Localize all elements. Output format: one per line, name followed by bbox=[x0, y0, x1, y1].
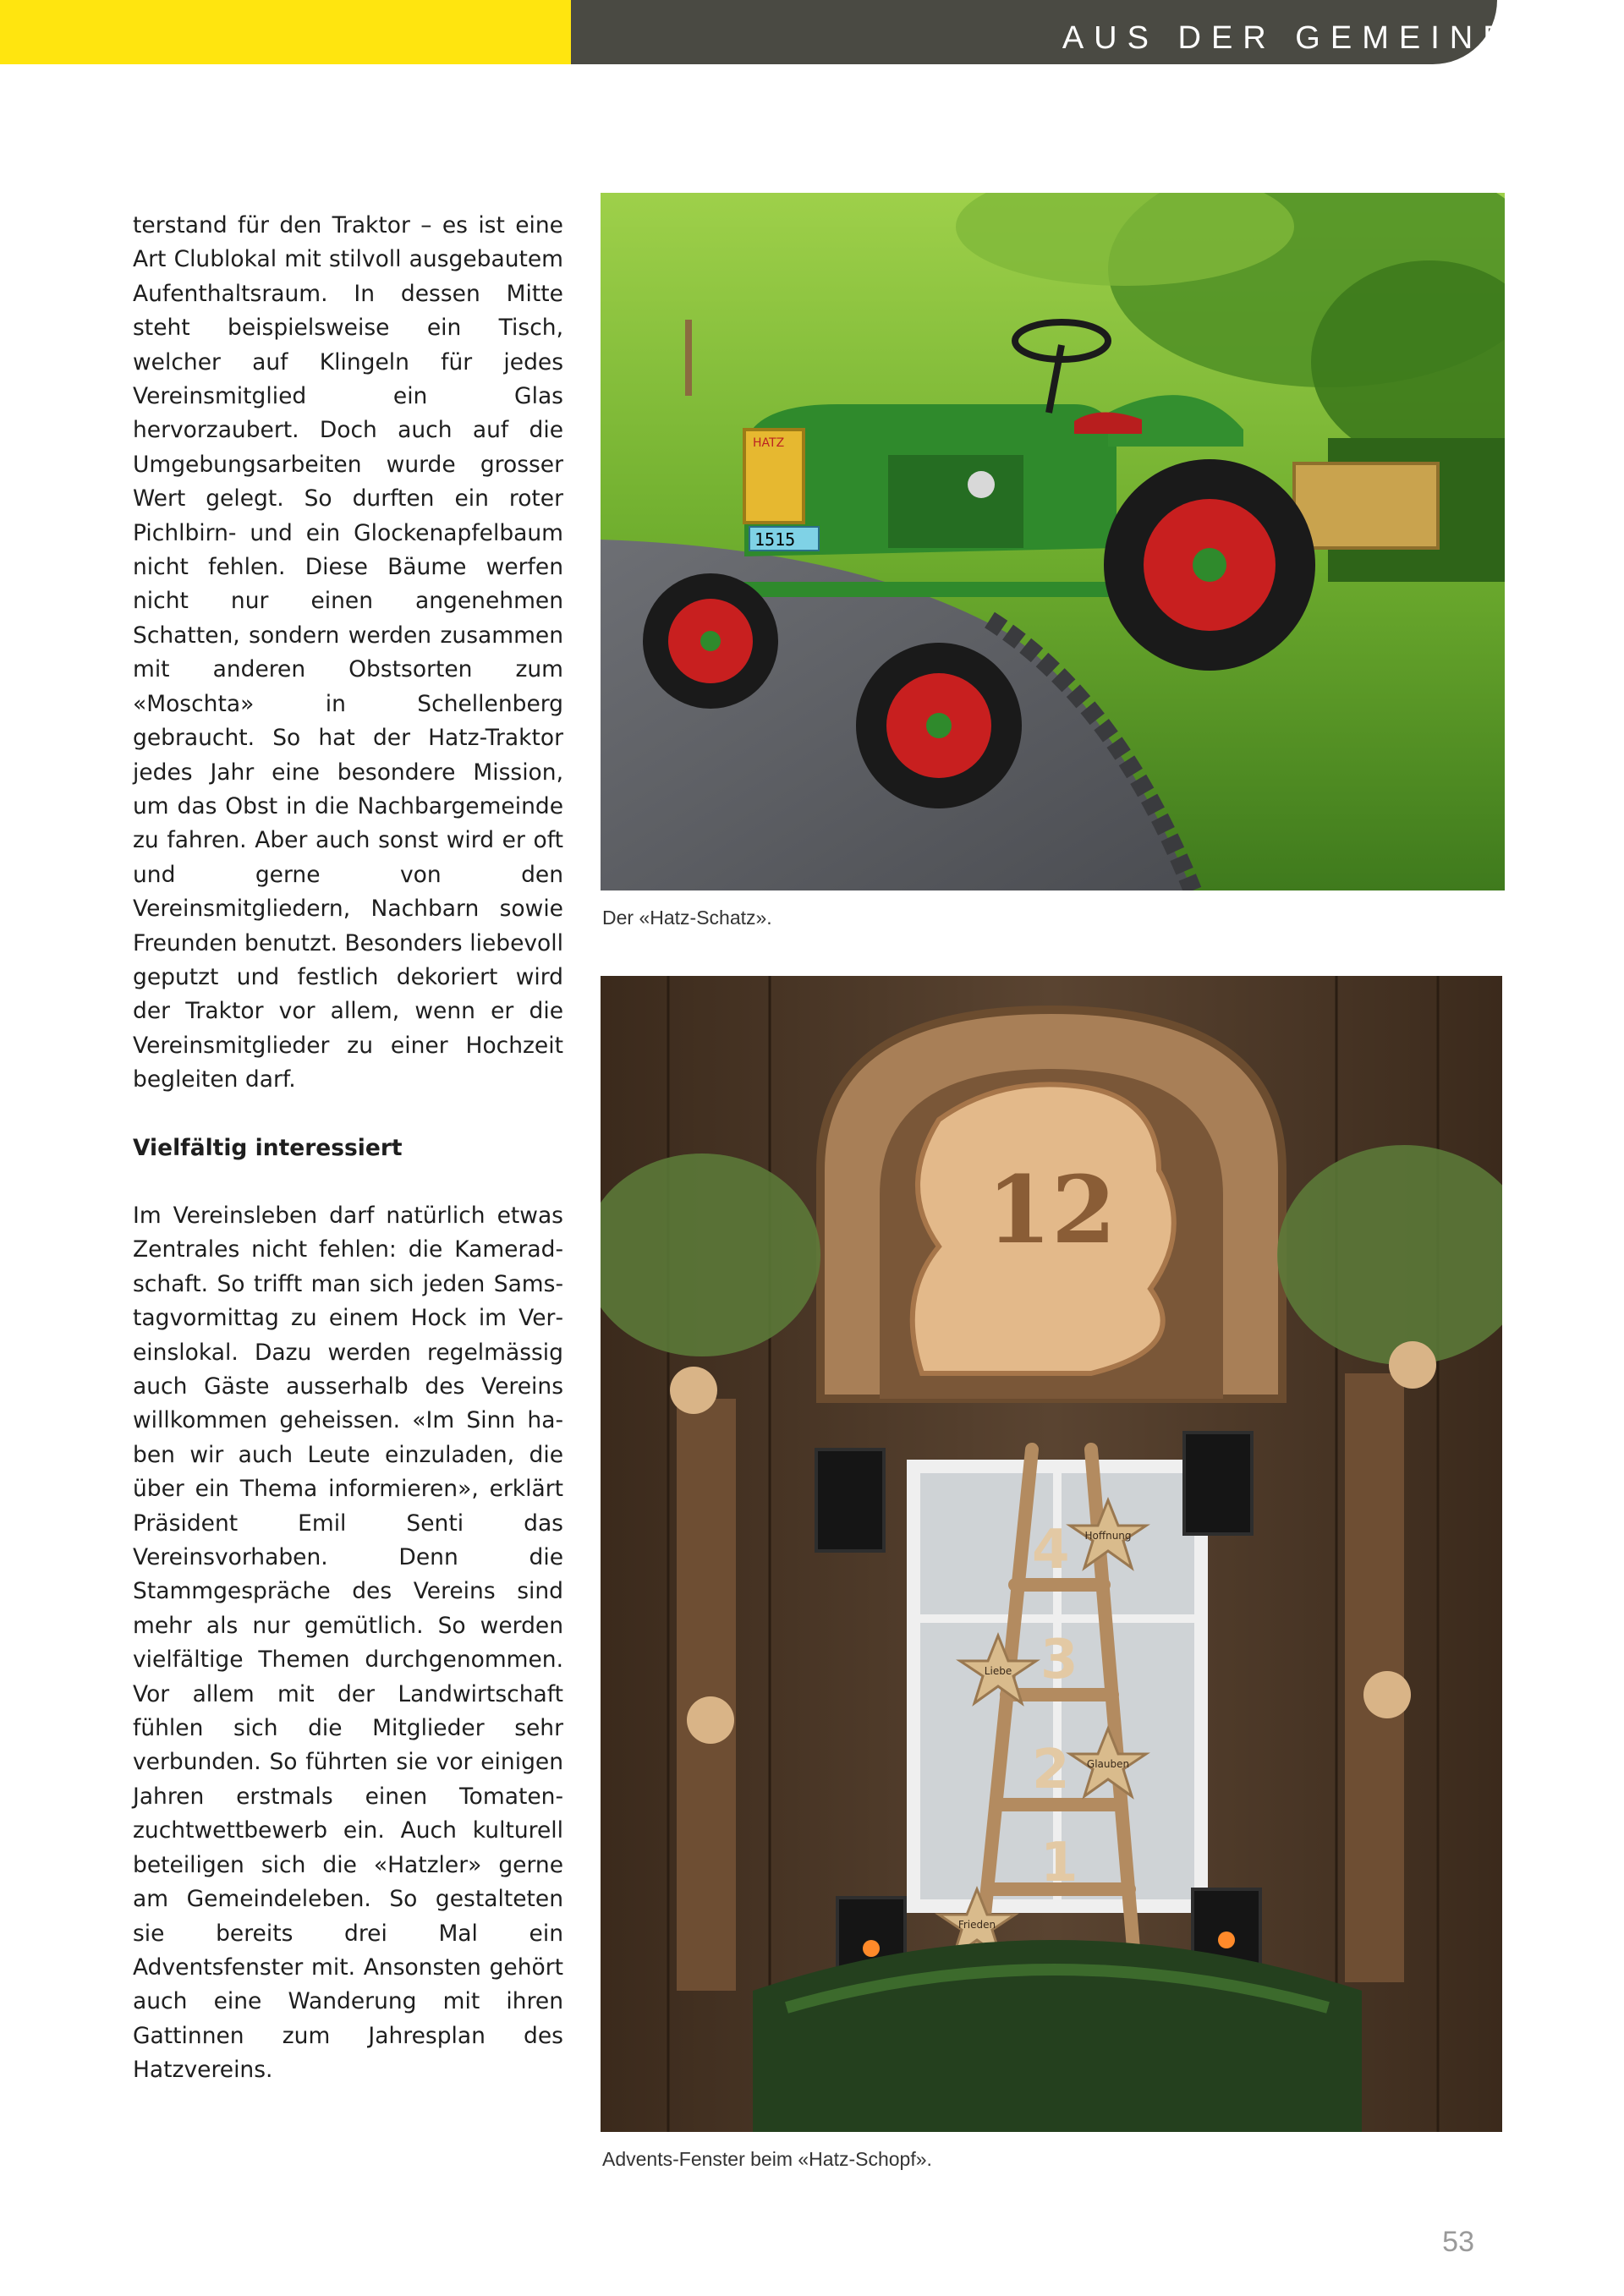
license-plate: 1515 bbox=[754, 529, 796, 550]
advent-photo-caption: Advents-Fenster beim «Hatz-Schopf». bbox=[602, 2148, 932, 2170]
advent-window-photo bbox=[601, 976, 1502, 2132]
lantern-icon bbox=[816, 1449, 884, 1551]
article-subheading: Vielfältig interessiert bbox=[133, 1134, 403, 1161]
ladder-number: 1 bbox=[1040, 1832, 1078, 1894]
ladder-number: 3 bbox=[1040, 1629, 1078, 1691]
section-title: AUS DER GEMEINDE bbox=[1062, 20, 1548, 56]
header-accent-bar bbox=[0, 0, 571, 64]
star-word: Glauben bbox=[1086, 1758, 1130, 1770]
lantern-icon bbox=[1184, 1433, 1252, 1534]
star-word: Hoffnung bbox=[1084, 1530, 1132, 1542]
article-column bbox=[133, 209, 563, 2088]
star-word: Frieden bbox=[957, 1919, 996, 1931]
ladder-number: 4 bbox=[1032, 1519, 1070, 1581]
page-number: 53 bbox=[1442, 2226, 1474, 2258]
tractor-illustration bbox=[601, 193, 1505, 890]
tractor-photo-caption: Der «Hatz-Schatz». bbox=[602, 907, 772, 929]
ladder-number: 2 bbox=[1032, 1739, 1070, 1801]
article-paragraph: Im Vereinsleben darf natürlich etwas Zentrales nicht fehlen: die Kameradschaft. So trifft man sich jeden Samstagvormittag zu einem Hock im Vereinslokal. Dazu werden regelmässig auch Gäste ausserhalb des Vereins willkommen geheissen. «Im Sinn haben wir auch Leute einzuladen, die über ein Thema informieren», erklärt Präsident Emil Senti das Vereinsvorhaben. Denn die Stammgespräche des Vereins sind mehr als nur gemütlich. So werden vielfältige Themen durchgenommen. Vor allem mit der Landwirtschaft fühlen sich die Mitglieder sehr verbunden. So führten sie vor einigen Jahren erstmals einen Tomatenzuchtwettbewerb ein. Auch kulturell beteiligen sich die «Hatzler» gerne am Gemeindeleben. So gestalteten sie bereits drei Mal ein Adventsfenster mit. Ansonsten gehört auch eine Wanderung mit ihren Gattinnen zum Jahresplan des Hatzvereins. bbox=[133, 1202, 563, 2084]
article-paragraph: terstand für den Traktor – es ist eine Art Clublokal mit stilvoll ausgebautem Aufenthaltsraum. In dessen Mitte steht beispielsweise ein Tisch, welcher auf Klingeln für jedes Vereinsmitglied ein Glas hervorzaubert. Doch auch auf die Umgebungsarbeiten wurde grosser Wert gelegt. So durften ein roter Pichlbirn- und ein Glockenapfelbaum nicht fehlen. Diese Bäume werfen nicht nur einen angenehmen Schatten, sondern werden zusammen mit anderen Obstsorten zum «Moschta» in Schellenberg gebraucht. So hat der Hatz-Traktor jedes Jahr eine besondere Mission, um das Obst in die Nachbargemeinde zu fahren. Aber auch sonst wird er oft und gerne von den Vereinsmitgliedern, Nachbarn sowie Freunden benutzt. Besonders liebevoll geputzt und festlich dekoriert wird der Traktor vor allem, wenn er die Vereinsmitglieder zu einer Hochzeit begleiten darf. bbox=[133, 212, 563, 1093]
star-word: Liebe bbox=[984, 1665, 1012, 1677]
advent-window-illustration bbox=[601, 976, 1502, 2132]
tractor-photo bbox=[601, 193, 1505, 890]
advent-big-number: 12 bbox=[986, 1155, 1116, 1264]
grille-label: HATZ bbox=[753, 436, 785, 450]
